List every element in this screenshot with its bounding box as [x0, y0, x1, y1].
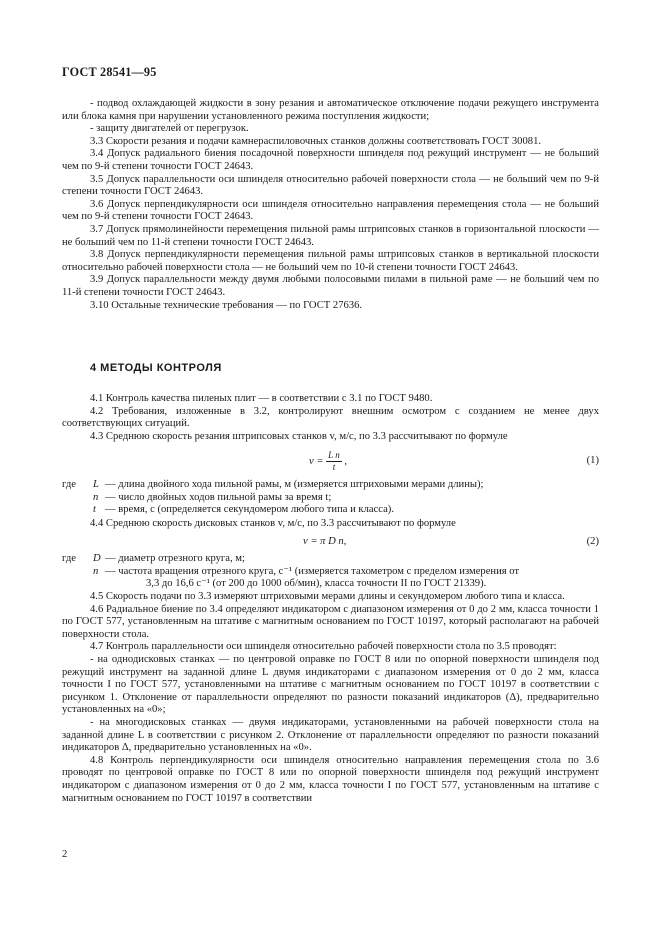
symbol: n: [93, 491, 99, 503]
paragraph: - на однодисковых станках — по центровой оправке по ГОСТ 8 или по опорной поверхности шпинделя под режущий инструмент на заданной длине L двумя индикаторами с диапазоном измерения от 0 до 2 мм, класса точности I по ГОСТ 577, установленными на штативе с магнитным основанием по ГОСТ 10197 в соответствии с рисунком 1. Отклонение от параллельности определяют по разности показаний индикаторов (Δ), предварительно установленных на «0»;: [62, 653, 599, 716]
paragraph: 4.8 Контроль перпендикулярности оси шпинделя относительно направления перемещения стола по 3.6 проводят по центровой оправке по ГОСТ 8 или по опорной поверхности шпинделя под режущий инструмент индикатором с диапазоном измерения от 0 до 2 мм, класса точности I по ГОСТ 577, установленным на штативе с магнитным основанием по ГОСТ 10197 в соответствии: [62, 754, 599, 804]
fraction-denominator: t: [332, 462, 336, 472]
where-row: [62, 553, 602, 566]
where-list-1: [62, 479, 602, 517]
paragraph: 3.9 Допуск параллельности между двумя любыми полосовыми пилами в пильной раме — не больший чем по 11-й степени точности ГОСТ 24643.: [62, 274, 599, 298]
symbol-description-continued: 3,3 до 16,6 с⁻¹ (от 200 до 1000 об/мин), класса точности II по ГОСТ 21339).: [146, 578, 487, 590]
paragraph: 4.6 Радиальное биение по 3.4 определяют индикатором с диапазоном измерения от 0 до 2 мм, класса точности 1 по ГОСТ 577, установленным на штативе с магнитным основанием по ГОСТ 10197, который располагают на рабочей поверхности стола.: [62, 603, 599, 640]
equation-number-1: (1): [586, 455, 599, 466]
where-row: [62, 566, 602, 579]
formula-tail: ,: [344, 455, 348, 467]
paragraph: - на многодисковых станках — двумя индикаторами, установленными на рабочей поверхности стола на заданной длине L в соответствии с рисунком 2. Отклонение от параллельности определяют по разности показаний индикаторов Δ, предварительно установленных на «0».: [62, 716, 599, 754]
where-row: [62, 504, 602, 517]
paragraph: 4.5 Скорость подачи по 3.3 измеряют штриховыми мерами длины и секундомером любого типа и класса.: [90, 591, 565, 602]
paragraph: 3.6 Допуск перпендикулярности оси шпинделя относительно направления перемещения стола — не больший чем по 9-й степени точности ГОСТ 24643.: [62, 198, 599, 223]
section-4-body: [62, 591, 599, 805]
where-list-2: [62, 553, 602, 591]
symbol: L: [93, 479, 99, 490]
page-number: 2: [62, 849, 68, 860]
symbol-description: — число двойных ходов пильной рамы за время t;: [105, 491, 332, 503]
symbol: t: [93, 504, 96, 516]
paragraph: - защиту двигателей от перегрузок.: [90, 123, 249, 135]
where-row: [62, 578, 602, 591]
where-label: где: [62, 479, 76, 490]
symbol-description: — время, с (определяется секундомером любого типа и класса).: [105, 504, 394, 516]
paragraph: 3.3 Скорости резания и подачи камнераспиловочных станков должны соответствовать ГОСТ 30081.: [90, 135, 542, 147]
symbol: D: [93, 553, 101, 564]
symbol-description: — диаметр отрезного круга, м;: [105, 553, 245, 564]
symbol-description: — частота вращения отрезного круга, с⁻¹ (измеряется тахометром с пределом измерения от: [105, 565, 520, 577]
paragraph-4-4: [62, 518, 599, 531]
formula-fraction: [326, 451, 342, 472]
section-3-continuation: [62, 98, 599, 312]
symbol: n: [93, 565, 99, 577]
symbol-description: — длина двойного хода пильной рамы, м (измеряется штриховыми мерами длины);: [105, 479, 484, 490]
paragraph: 4.3 Среднюю скорость резания штрипсовых станков v, м/с, по 3.3 рассчитывают по формуле: [90, 430, 508, 442]
paragraph: 3.8 Допуск перпендикулярности перемещения пильной рамы штрипсовых станков в вертикальной плоскости относительно рабочей поверхности стола — не больший чем по 10-й степени точности ГОСТ 24643.: [62, 249, 599, 273]
fraction-numerator: L n: [328, 450, 340, 460]
where-row: [62, 492, 602, 505]
paragraph: 3.4 Допуск радиального биения посадочной поверхности шпинделя под режущий инструмент — не больший чем по 9-й степени точности ГОСТ 24643.: [62, 148, 599, 172]
formula-lhs: v =: [309, 455, 324, 467]
section-4-intro: [62, 393, 599, 443]
formula-1: [309, 451, 347, 472]
where-row: [62, 479, 602, 492]
paragraph: 3.10 Остальные технические требования — по ГОСТ 27636.: [90, 299, 363, 311]
equation-number-2: (2): [586, 536, 599, 547]
formula-2: v = π D n,: [303, 536, 347, 547]
paragraph: 4.1 Контроль качества пиленых плит — в соответствии с 3.1 по ГОСТ 9480.: [90, 393, 433, 404]
paragraph: 3.5 Допуск параллельности оси шпинделя относительно рабочей поверхности стола — не больший чем по 9-й степени точности ГОСТ 24643.: [62, 173, 599, 198]
paragraph: 4.2 Требования, изложенные в 3.2, контролируют внешним осмотром с созданием не менее двух соответствующих ситуаций.: [62, 405, 599, 430]
section-heading: 4 МЕТОДЫ КОНТРОЛЯ: [90, 362, 222, 374]
paragraph: 3.7 Допуск прямолинейности перемещения пильной рамы штрипсовых станков в горизонтальной плоскости — не больший чем по 11-й степени точности ГОСТ 24643.: [62, 223, 599, 248]
paragraph: - подвод охлаждающей жидкости в зону резания и автоматическое отключение подачи режущего инструмента или блока камня при нарушении установленного режима поступления жидкости;: [62, 98, 599, 122]
paragraph: 4.7 Контроль параллельности оси шпинделя относительно рабочей поверхности стола по 3.5 проводят:: [90, 641, 557, 653]
document-header: ГОСТ 28541—95: [62, 65, 157, 79]
where-label: где: [62, 553, 76, 564]
paragraph: 4.4 Среднюю скорость дисковых станков v, м/с, по 3.3 рассчитывают по формуле: [90, 518, 456, 529]
